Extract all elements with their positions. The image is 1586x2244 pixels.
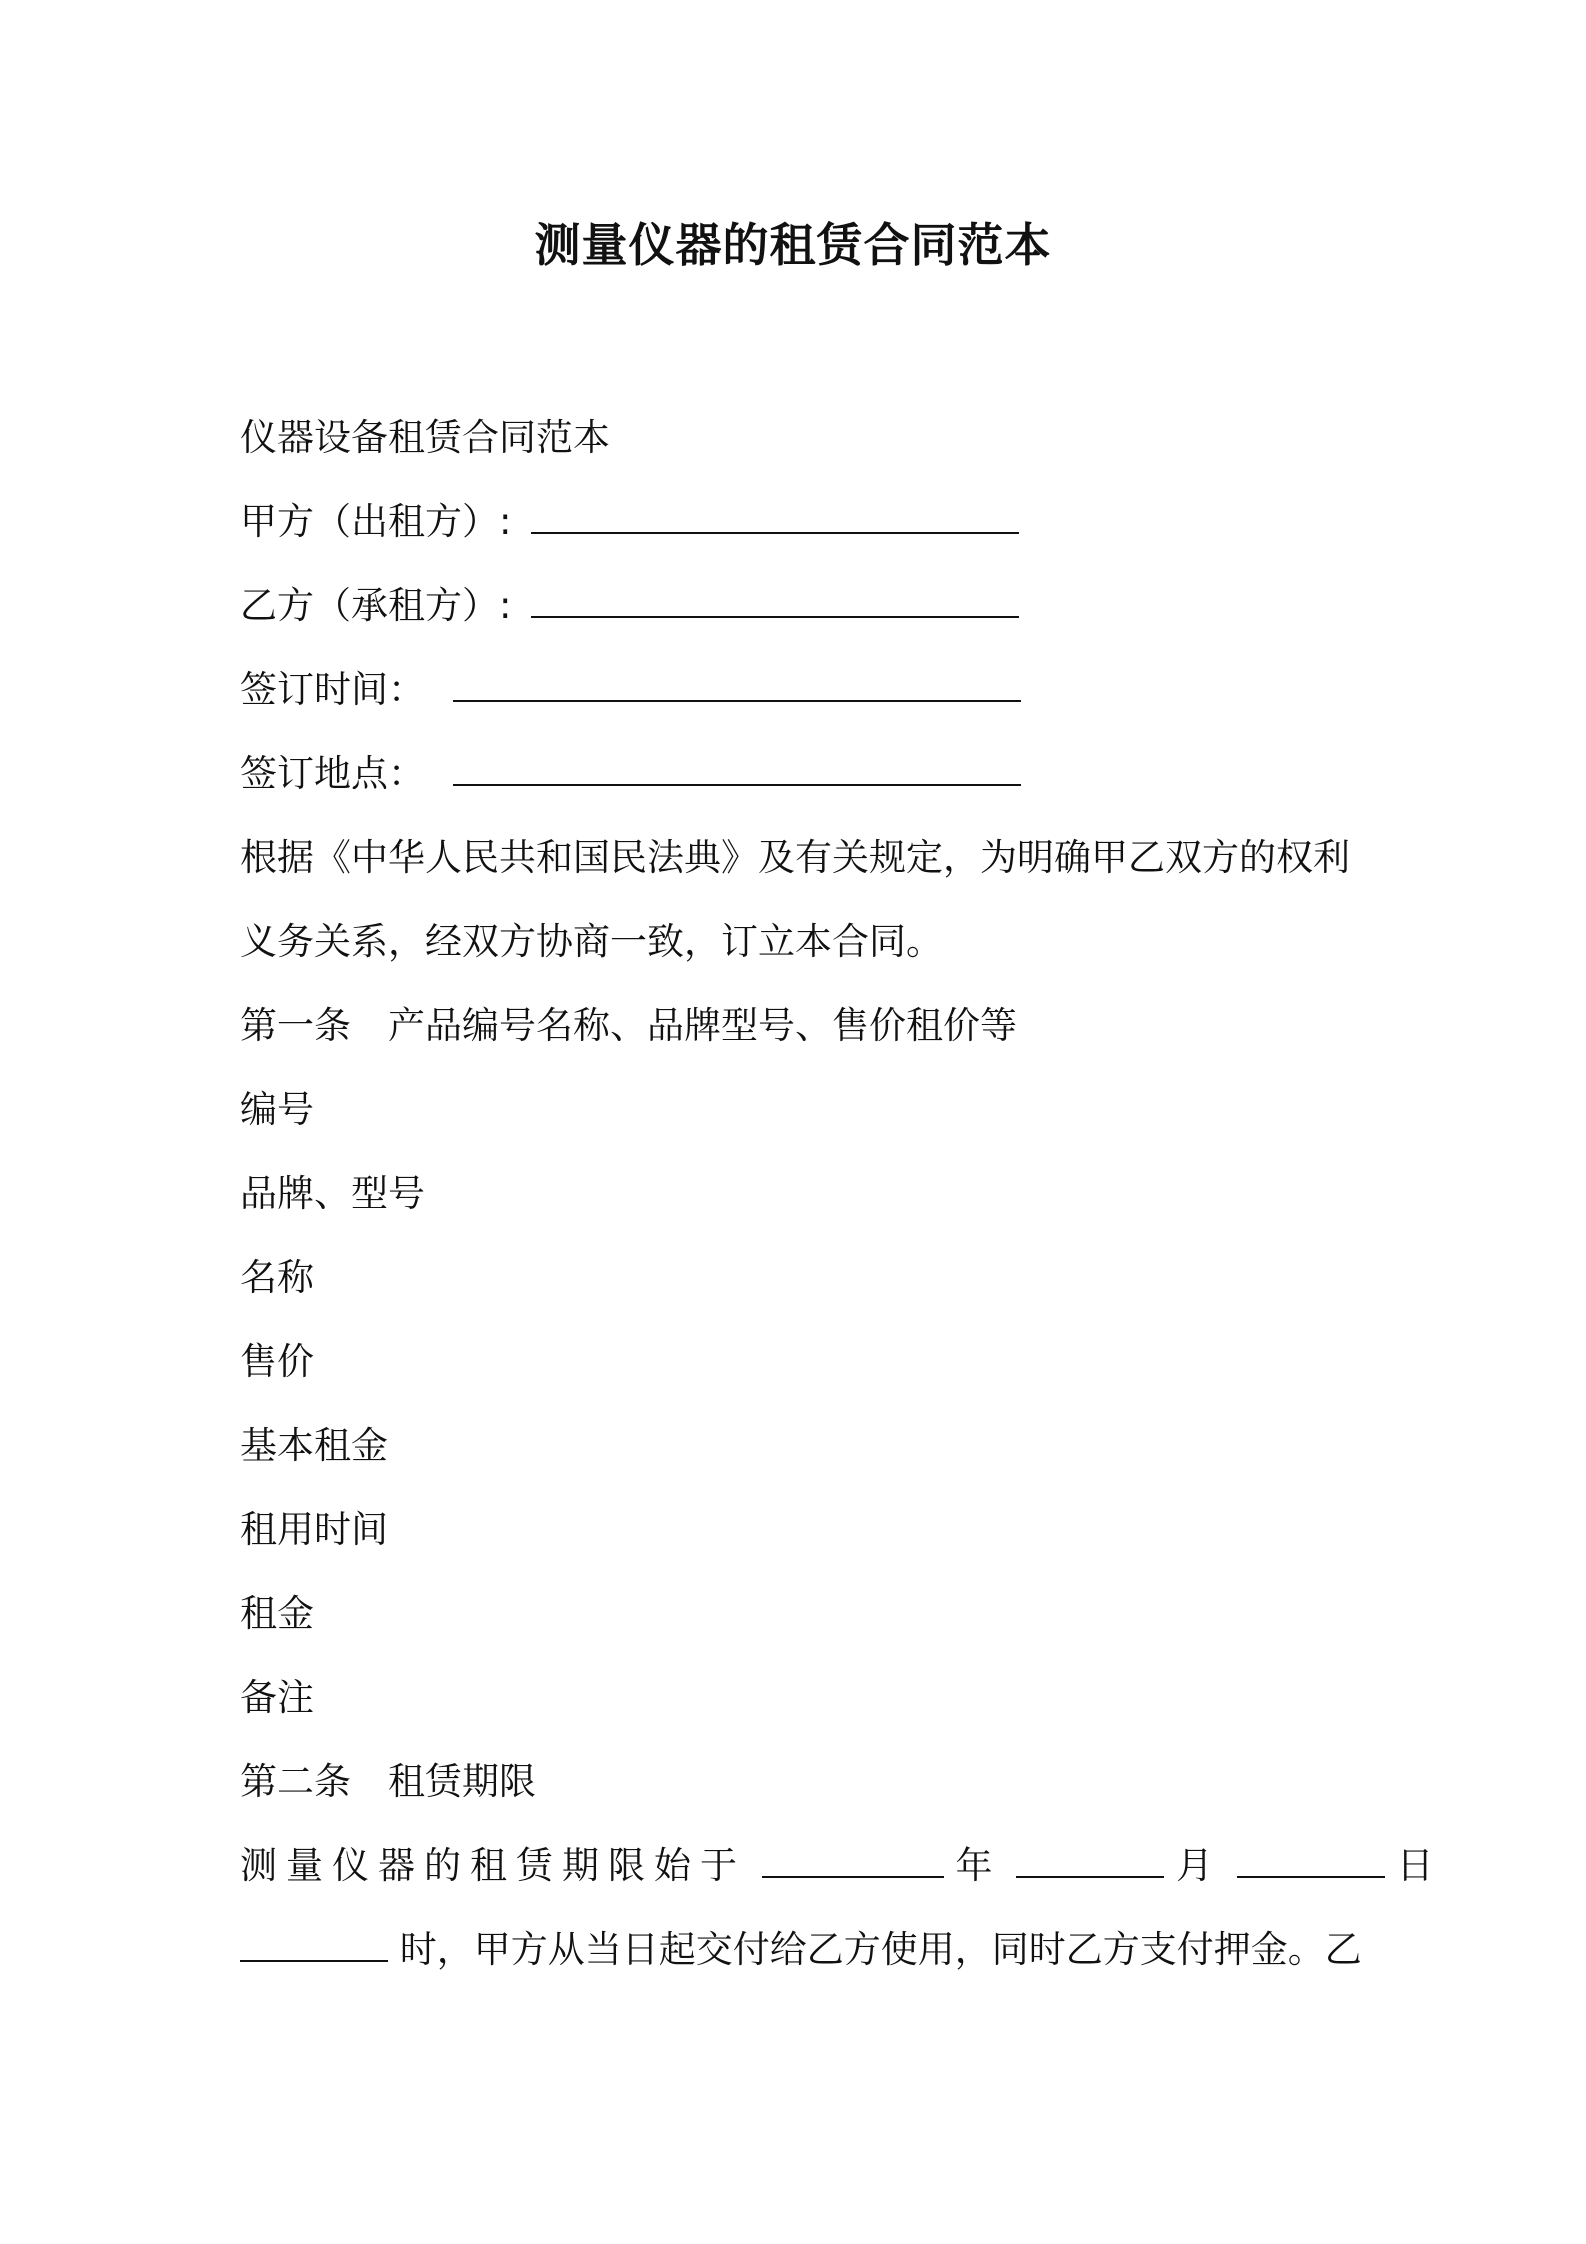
article-1-heading: 第一条 产品编号名称、品牌型号、售价租价等: [240, 1004, 1017, 1047]
sign-date-label: 签订时间：: [240, 668, 425, 711]
lease-year-label: 年: [955, 1844, 993, 1887]
lease-month-label: 月: [1176, 1844, 1214, 1887]
sign-date-blank: [453, 666, 1021, 702]
article-1-item: 品牌、型号: [240, 1172, 425, 1215]
sign-place-field: [240, 748, 1360, 800]
article-2-heading: 第二条 租赁期限: [240, 1760, 536, 1803]
lease-hour-blank: [240, 1926, 388, 1962]
sign-date-field: [240, 664, 1360, 716]
article-1-item: 售价: [240, 1340, 314, 1383]
lease-term-line-2: [240, 1924, 1360, 1976]
article-1-item: 基本租金: [240, 1424, 388, 1467]
party-b-blank: [531, 582, 1019, 618]
lease-year-blank: [762, 1842, 944, 1878]
preamble-line-1: 根据《中华人民共和国民法典》及有关规定，为明确甲乙双方的权利: [240, 836, 1350, 879]
article-1-item: 备注: [240, 1676, 314, 1719]
party-a-blank: [531, 498, 1019, 534]
sign-place-label: 签订地点：: [240, 752, 425, 795]
preamble-line-2: 义务关系，经双方协商一致，订立本合同。: [240, 920, 943, 963]
article-1-item: 编号: [240, 1088, 314, 1131]
party-a-field: [240, 496, 1360, 548]
party-b-field: [240, 580, 1360, 632]
article-1-item: 租金: [240, 1592, 314, 1635]
lease-term-line-1: [240, 1840, 1434, 1892]
lease-day-label: 日: [1396, 1844, 1434, 1887]
document-title: 测量仪器的租赁合同范本: [534, 218, 1052, 272]
article-1-item: 租用时间: [240, 1508, 388, 1551]
article-1-item: 名称: [240, 1256, 314, 1299]
party-a-label: 甲方（出租方）:: [240, 500, 512, 543]
party-b-label: 乙方（承租方）:: [240, 584, 512, 627]
document-subtitle: 仪器设备租赁合同范本: [240, 416, 610, 459]
lease-term-continuation: 时，甲方从当日起交付给乙方使用，同时乙方支付押金。乙: [399, 1928, 1362, 1971]
lease-term-prefix: 测量仪器的租赁期限始于: [240, 1844, 746, 1887]
sign-place-blank: [453, 750, 1021, 786]
lease-day-blank: [1237, 1842, 1385, 1878]
lease-month-blank: [1016, 1842, 1164, 1878]
